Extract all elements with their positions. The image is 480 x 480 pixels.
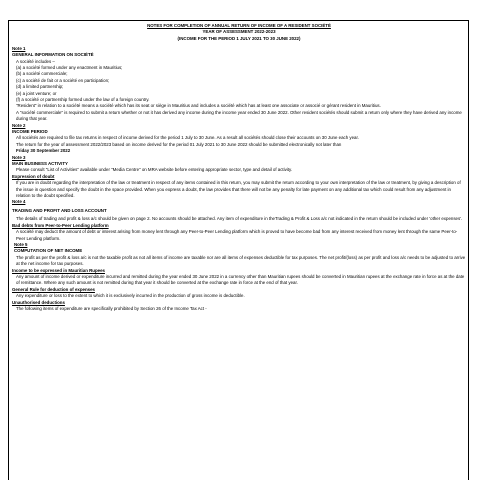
note4-label: Note 4 bbox=[12, 199, 26, 205]
note5-label: Note 5 bbox=[14, 241, 28, 247]
note1-item-a: (a) a société formed under any enactment in Mauritius; bbox=[16, 64, 123, 70]
mauritian-rupees-paragraph: Any amount of income derived or expenditure incurred and remitted during the year ended 30 June 2022 in a currency other than Mauritian rupees should be converted in Mauritian rupees at the exchange rate in force as at the date of remittance. Where any such amount is not remitted during that year it should be converted at the exchange rate in force at the end of that year. bbox=[16, 273, 465, 286]
note1-intro: A société includes – bbox=[16, 58, 55, 64]
note5-heading: COMPUTATION OF NET INCOME bbox=[14, 248, 83, 254]
note1-label: Note 1 bbox=[12, 45, 26, 51]
note3-heading: MAIN BUSINESS ACTIVITY bbox=[12, 161, 68, 167]
note1-item-b: (b) a société commerciale; bbox=[16, 71, 68, 77]
note2-label: Note 2 bbox=[12, 122, 26, 128]
expression-of-doubt-heading: Expression of doubt bbox=[12, 173, 55, 179]
note4-paragraph: The details of trading and profit & loss a/c should be given on page 2. No accounts should be attached. Any item of expenditure in theTrading & Profit & Loss a/c not indicated in the return should be included under 'other expenses'. bbox=[16, 216, 463, 222]
year-of-assessment: YEAR OF ASSESSMENT 2022-2023 bbox=[202, 29, 276, 35]
note5-paragraph: The profit as per the profit & loss a/c is not the taxable profit as not all items of income are taxable nor are all items of expenses deductible for tax purposes. The net profit/(loss) as per profit and loss a/c needs to be adjusted to arrive at the net income for tax purposes. bbox=[16, 254, 466, 267]
expression-of-doubt-paragraph: If you are in doubt regarding the interpretation of the law or treatment in respect of any items contained in this return, you may submit the return according to your own interpretation of the law or treatment, by giving a description of the issue in question and specify the doubt in the space provided. When you express a doubt, the law provides that there will not be any penalty for late payment on any additional tax which could result from any adjustment in relation to the doubt specified. bbox=[16, 180, 461, 199]
income-period-heading: (INCOME FOR THE PERIOD 1 JULY 2021 TO 30 JUNE 2022) bbox=[177, 35, 301, 41]
note1-item-e: (e) a joint venture; or bbox=[16, 90, 57, 96]
general-rule-paragraph: Any expenditure or loss to the extent to which it is exclusively incurred in the production of gross income is deductible. bbox=[16, 293, 245, 299]
unauthorised-deductions-heading: Unauthorised deductions bbox=[12, 299, 65, 305]
note1-heading: GENERAL INFORMATION ON SOCIÉTÉ bbox=[12, 52, 94, 58]
note1-item-f: (f) a société or partnership formed under the law of a foreign country. bbox=[16, 96, 150, 102]
mauritian-rupees-heading: Income to be expressed in Mauritian Rupees bbox=[12, 267, 105, 273]
note3-paragraph: Please consult "List of Activities" available under "Media Centre" on MRA website before entering appropriate sector, type and detail of activity. bbox=[16, 167, 293, 173]
general-rule-heading: General Rule for deduction of expenses bbox=[12, 286, 95, 292]
note2-paragraph-2: The return for the year of assessment 2022/2023 based on income derived for the period 01 July 2021 to 30 June 2022 should be submitted electronically not later than bbox=[16, 141, 342, 147]
p2p-bad-debts-heading: Bad debts from Peer-to-Peer Lending platform bbox=[12, 222, 109, 228]
note1-commerciale-paragraph: A "société commerciale" is required to submit a return whether or not it has derived any income during the income year ended 30 June 2022. Other resident sociétés should submit a return only where they have derived any income during that year. bbox=[16, 109, 462, 122]
note2-deadline: Friday 30 September 2022 bbox=[16, 148, 71, 154]
note4-heading: TRADING AND PROFIT AND LOSS ACCOUNT bbox=[12, 207, 107, 213]
note1-item-c: (c) a société de fait or a société en participation; bbox=[16, 77, 110, 83]
note2-paragraph-1: All sociétés are required to file tax returns in respect of income derived for the period 1 July to 30 June. As a result all sociétés should close their accounts on 30 June each year. bbox=[16, 135, 359, 141]
unauthorised-deductions-paragraph: The following items of expenditure are specifically prohibited by Section 26 of the Income Tax Act - bbox=[16, 305, 207, 311]
note1-item-d: (d) a limited partnership; bbox=[16, 84, 64, 90]
note2-heading: INCOME PERIOD bbox=[12, 129, 48, 134]
document-title: NOTES FOR COMPLETION OF ANNUAL RETURN OF INCOME OF A RESIDENT SOCIÉTÉ bbox=[147, 23, 331, 28]
note3-label: Note 3 bbox=[12, 154, 26, 160]
document-page bbox=[8, 20, 469, 480]
note1-resident-definition: "Resident" in relation to a société means a société which has its seat or siège in Mauritius and includes a société which has at least one associate or associé or gérant resident in Mauritius. bbox=[16, 103, 381, 109]
p2p-bad-debts-paragraph: A société may deduct the amount of debt or interest arising from money lent through any Peer-to-Peer Lending platform which is proved to have become bad from any interest received from money lent through the same Peer-to-Peer Lending platform. bbox=[16, 229, 458, 241]
